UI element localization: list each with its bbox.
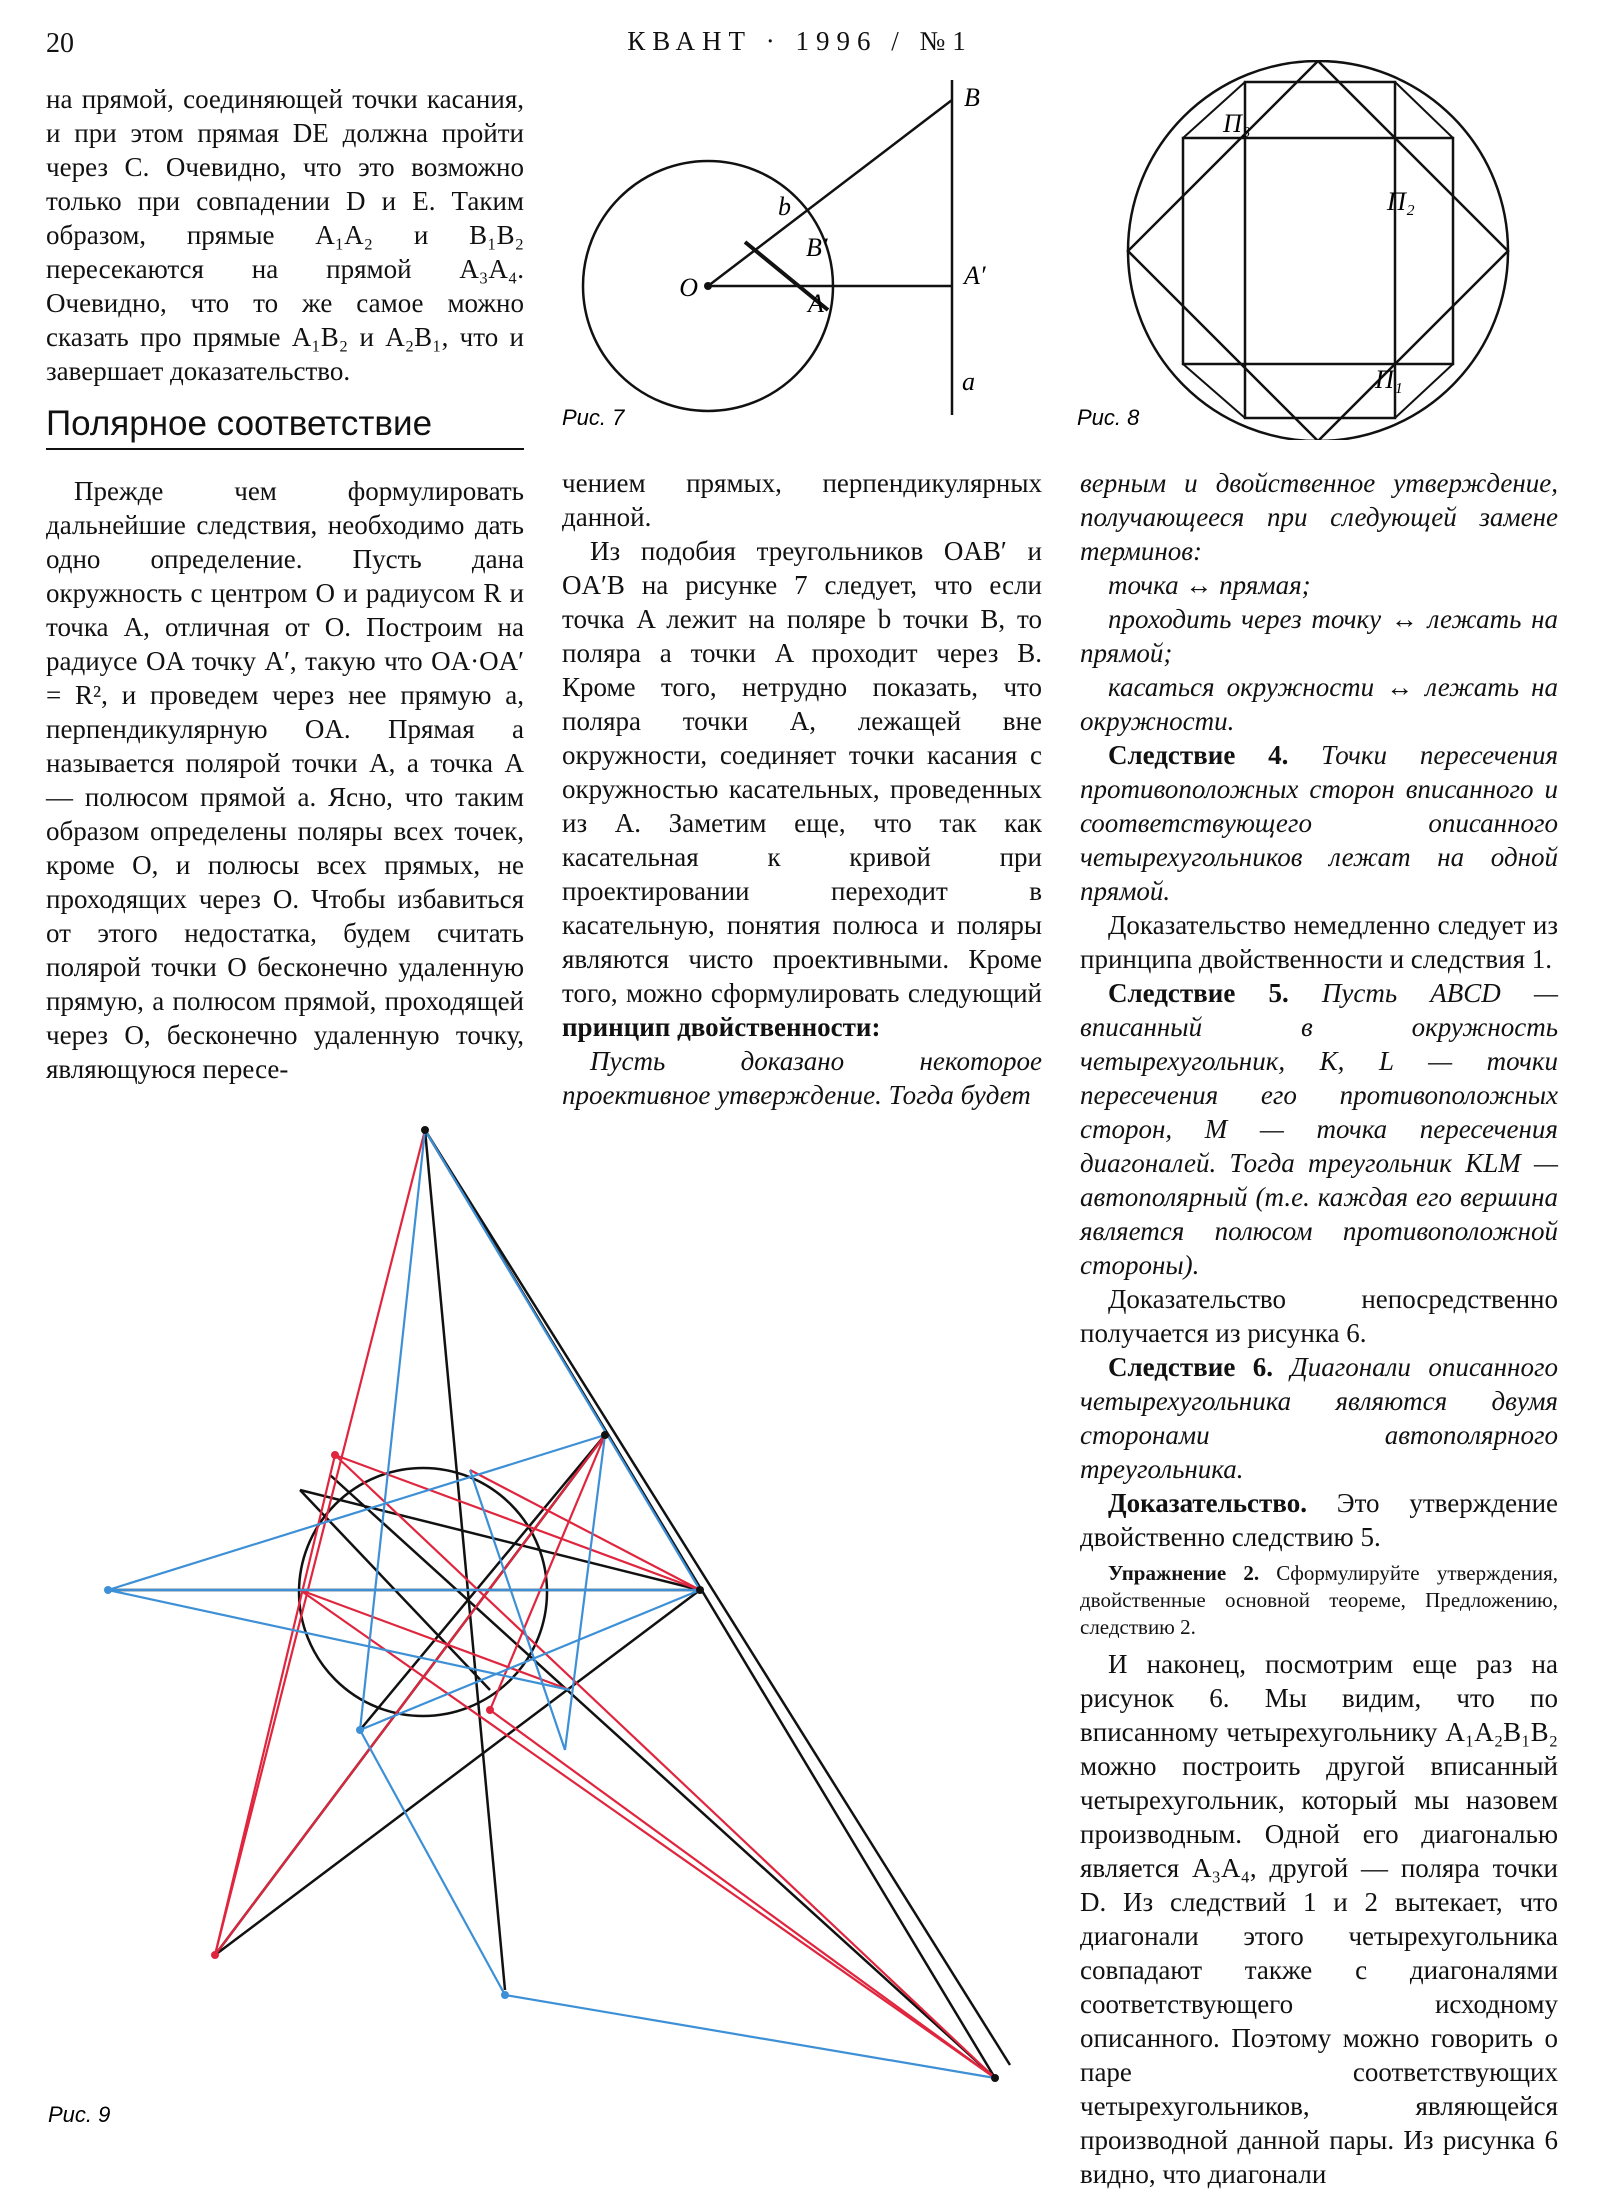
fig9-point [696,1586,704,1594]
fig9-red-line [335,1455,700,1590]
proof-label: Доказательство. [1108,1488,1307,1518]
fig9-point [211,1951,219,1959]
corollary-5-proof: Доказательство непосредственно получается из рисунка 6. [1080,1284,1558,1348]
fig9-red-line [215,1455,335,1955]
fig7-point-O [704,282,712,290]
col2-p2-text: Из подобия треугольников OAB′ и OA′B на рисунке 7 следует, что если точка A лежит на поляре b точки B, то поляра a точки A проходит через B. Кроме того, нетрудно показать, что поляра точки A, лежащей вне окружности, соединяет точки касания с окружностью касательных, проведенных из A. Заметим еще, что так как касательная к кривой при проектировании переходит в касательную, понятия полюса и поляры являются чисто проективными. Кроме того, можно сформулировать следующий [562,536,1042,1008]
fig8-label-P2: П₂ [1387,187,1415,216]
fig9-red-line [300,1590,995,2078]
fig9-red-line [215,1130,425,1955]
fig7-label-B: B [964,83,980,112]
corollary-4-proof: Доказательство немедленно следует из принципа двойственности и следствия 1. [1080,910,1558,974]
fig9-point [356,1726,364,1734]
fig7-label-Ap: A′ [964,261,986,290]
column-2 [562,466,1042,1112]
corollary-4-text: Точки пересечения противоположных сторон вписанного и соответствующего описанного четырехугольников лежат на одной прямой. [1080,740,1559,906]
fig9-point [601,1431,609,1439]
fig7-label-b: b [778,192,791,221]
corollary-6-text: Диагонали описанного четырехугольника являются двумя сторонами автополярного треугольника. [1080,1352,1558,1484]
fig8-rect-P3 [1245,82,1395,418]
fig9-red-line [490,1710,995,2078]
fig8-circle [1128,61,1508,440]
col3-p1: верным и двойственное утверждение, получающееся при следующей замене терминов: [1080,468,1558,566]
corollary-6-label: Следствие 6. [1108,1352,1274,1382]
running-head: КВАНТ · 1996 / №1 [627,26,973,56]
fig8-label-P3: П₃ [1223,109,1251,138]
col2-p2 [562,534,1042,1044]
fig9-black-lines [108,1130,1010,2078]
fig9-point [486,1706,494,1714]
exercise-text: Сформулируйте утверждения, двойственные основной теореме, Предложению, следствию 2. [1080,1561,1559,1639]
fig9-blue-line [108,1435,605,1590]
fig8-caption: Рис. 8 [1077,405,1140,430]
proof [1080,1486,1558,1554]
fig8-diamond [1128,61,1508,440]
swap-3: касаться окружности ↔ лежать на окружности. [1080,672,1558,736]
fig9-line [425,1130,505,1990]
corollary-5-text: Пусть ABCD — вписанный в окружность четырехугольник, K, L — точки пересечения его противоположных сторон, M — точка пересечения диагоналей. Тогда треугольник KLM — автополярный (т.е. каждая его вершина является полюсом противоположной стороны). [1080,978,1558,1280]
column-3 [1080,466,1558,2191]
swap-1: точка ↔ прямая; [1108,570,1311,600]
section-heading: Полярное соответствие [46,404,524,450]
fig9-blue-line [360,1730,505,1995]
col2-p3: Пусть доказано некоторое проективное утверждение. Тогда будет [562,1046,1042,1110]
fig9-point [104,1586,112,1594]
column-1 [46,474,524,1086]
fig9-point [331,1451,339,1459]
exercise-2 [1080,1560,1558,1641]
figure-7 [560,60,1060,440]
fig7-label-O: O [679,273,698,302]
figure-9 [0,1110,1050,2210]
fig9-caption: Рис. 9 [48,2102,111,2127]
corollary-5-label: Следствие 5. [1108,978,1289,1008]
top-text: на прямой, соединяющей точки касания, и при этом прямая DE должна пройти через C. Очевидно, что это возможно только при совпадении D и E. Таким образом, прямые A₁A₂ и B₁B₂ пересекаются на прямой A₃A₄. Очевидно, что то же самое можно сказать про прямые A₁B₂ и A₂B₁, что и завершает доказательство. [46,84,524,386]
corollary-5 [1080,976,1558,1282]
top-paragraph [46,82,524,388]
fig9-point [421,1126,429,1134]
fig8-rect-P2 [1183,138,1453,364]
fig7-label-a: a [962,367,975,396]
fig9-blue-line [425,1130,700,1590]
final-paragraph: И наконец, посмотрим еще раз на рисунок 6. Мы видим, что по вписанному четырехугольнику A₁A₂B₁B₂ можно построить другой вписанный четырехугольник, который мы назовем производным. Одной его диагональю является A₃A₄, другой — поляра точки D. Из следствий 1 и 2 вытекает, что диагонали этого четырехугольника совпадают также с диагоналями соответствующего исходному описанного. Поэтому можно говорить о паре соответствующих четырехугольников, являющейся производной данной пары. Из рисунка 6 видно, что диагонали [1080,1649,1558,2189]
fig9-point [501,1991,509,1999]
fig7-label-Bp: B′ [806,233,828,262]
fig9-point [991,2074,999,2082]
fig8-label-P1: П₁ [1375,365,1403,394]
figure-8 [1075,60,1575,440]
fig9-line [360,1435,605,1730]
fig9-line [215,1590,700,1955]
fig9-blue-line [360,1590,700,1730]
col2-p1: чением прямых, перпендикулярных данной. [562,468,1042,532]
duality-principle: принцип двойственности: [562,1012,881,1042]
swap-2: проходить через точку ↔ лежать на прямой; [1080,604,1558,668]
fig9-line [330,1475,995,2078]
fig9-blue-line [360,1130,425,1730]
corollary-4 [1080,738,1558,908]
corollary-6 [1080,1350,1558,1486]
exercise-label: Упражнение 2. [1108,1561,1260,1585]
col1-paragraph: Прежде чем формулировать дальнейшие следствия, необходимо дать одно определение. Пусть дана окружность с центром O и радиусом R и точка A, отличная от O. Построим на радиусе OA точку A′, такую что OA·OA′ = R², и проведем через нее прямую a, перпендикулярную OA. Прямая a называется полярой точки A, а точка A — полюсом прямой a. Ясно, что таким образом определены поляры всех точек, кроме O, и полюсы всех прямых, не проходящих через O. Чтобы избавиться от этого недостатка, будем считать полярой точки O бесконечно удаленную прямую, а полюсом прямой, проходящей через O, бесконечно удаленную точку, являющуюся пересе- [46,476,524,1084]
page-number: 20 [46,28,74,59]
fig9-red-lines [215,1130,995,2078]
fig7-label-A: A [808,289,824,318]
fig9-red-line [335,1455,995,2078]
corollary-4-label: Следствие 4. [1108,740,1289,770]
fig7-caption: Рис. 7 [562,405,625,430]
proof-text: Это утверждение двойственно следствию 5. [1080,1488,1559,1552]
